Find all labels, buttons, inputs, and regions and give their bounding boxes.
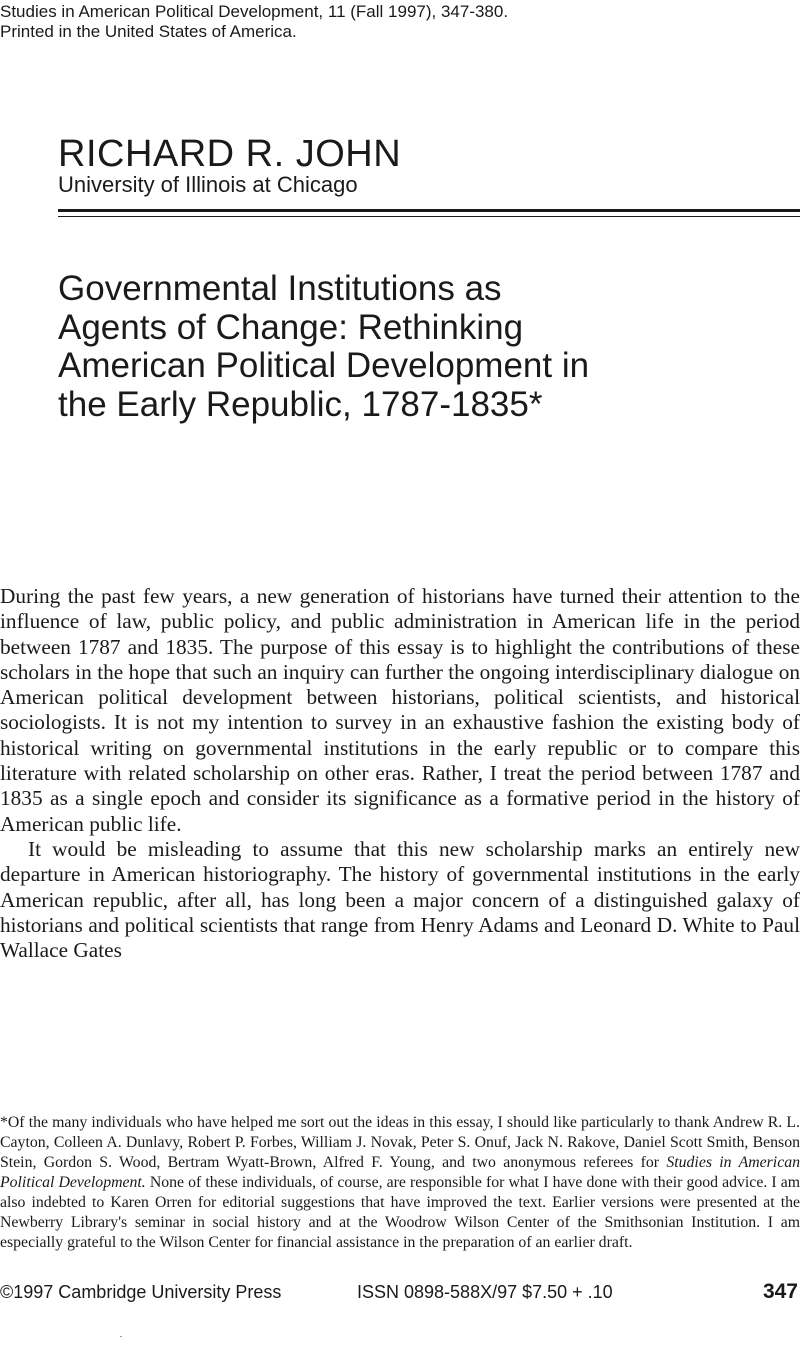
- author-name: RICHARD R. JOHN: [58, 133, 402, 175]
- body-paragraph: During the past few years, a new generation of historians have turned their attention to the influence of law, public policy, and public administration in American life in the period between 1787 and 1835. The purpose of this essay is to highlight the contributions of these scholars in the hope that such an inquiry can further the ongoing interdisciplinary dialogue on American political development between historians, political scientists, and historical sociologists. It is not my intention to survey in an exhaustive fashion the existing body of historical writing on governmental institutions in the early republic or to compare this literature with related scholarship on other eras. Rather, I treat the period between 1787 and 1835 as a single epoch and consider its significance as a formative period in the history of American public life.: [0, 584, 800, 836]
- page-number: 347: [762, 1280, 798, 1303]
- journal-citation-line: Studies in American Political Development, 11 (Fall 1997), 347-380.: [0, 2, 509, 21]
- footnote-text-end: None of these individuals, of course, are responsible for what I have done with their good advice. I am also indebted to Karen Orren for editorial suggestions that have improved the text. Earlier versions were presented at the Newberry Library's seminar in social history and at the Woodrow Wilson Center of the Smithsonian Institution. I am especially grateful to the Wilson Center for financial assistance in the preparation of an earlier draft.: [0, 1174, 800, 1251]
- thick-divider: [58, 209, 800, 212]
- acknowledgment-footnote: [0, 1113, 800, 1253]
- title-line: Agents of Change: Rethinking: [58, 307, 524, 347]
- scan-speck: [120, 1336, 122, 1337]
- article-title: [58, 270, 778, 424]
- author-affiliation: University of Illinois at Chicago: [58, 172, 358, 197]
- title-line: American Political Development in: [58, 346, 590, 385]
- footnote-journal-title: Studies in American Political Development.: [0, 1154, 800, 1191]
- issn-price: ISSN 0898-588X/97 $7.50 + .10: [357, 1282, 613, 1302]
- title-line: Governmental Institutions as: [58, 269, 502, 308]
- footnote-text-start: *Of the many individuals who have helped me sort out the ideas in this essay, I should like particularly to thank Andrew R. L. Cayton, Colleen A. Dunlavy, Robert P. Forbes, William J. Novak, Peter S. Onuf, Jack N. Rakove, Daniel Scott Smith, Benson Stein, Gordon S. Wood, Bertram Wyatt-Brown, Alfred F. Young, and two anonymous referees for: [0, 1114, 800, 1171]
- body-text: [0, 584, 800, 963]
- copyright-notice: ©1997 Cambridge University Press: [0, 1282, 282, 1302]
- printed-in-line: Printed in the United States of America.: [0, 22, 297, 41]
- page-footer: [0, 1279, 800, 1305]
- body-paragraph: It would be misleading to assume that this new scholarship marks an entirely new departure in American historiography. The history of governmental institutions in the early American republic, after all, has long been a major concern of a distinguished galaxy of historians and political scientists that range from Henry Adams and Leonard D. White to Paul Wallace Gates: [0, 836, 800, 963]
- title-line: the Early Republic, 1787-1835*: [58, 384, 543, 424]
- footnote-paragraph: [0, 1113, 800, 1253]
- thin-divider: [58, 216, 800, 217]
